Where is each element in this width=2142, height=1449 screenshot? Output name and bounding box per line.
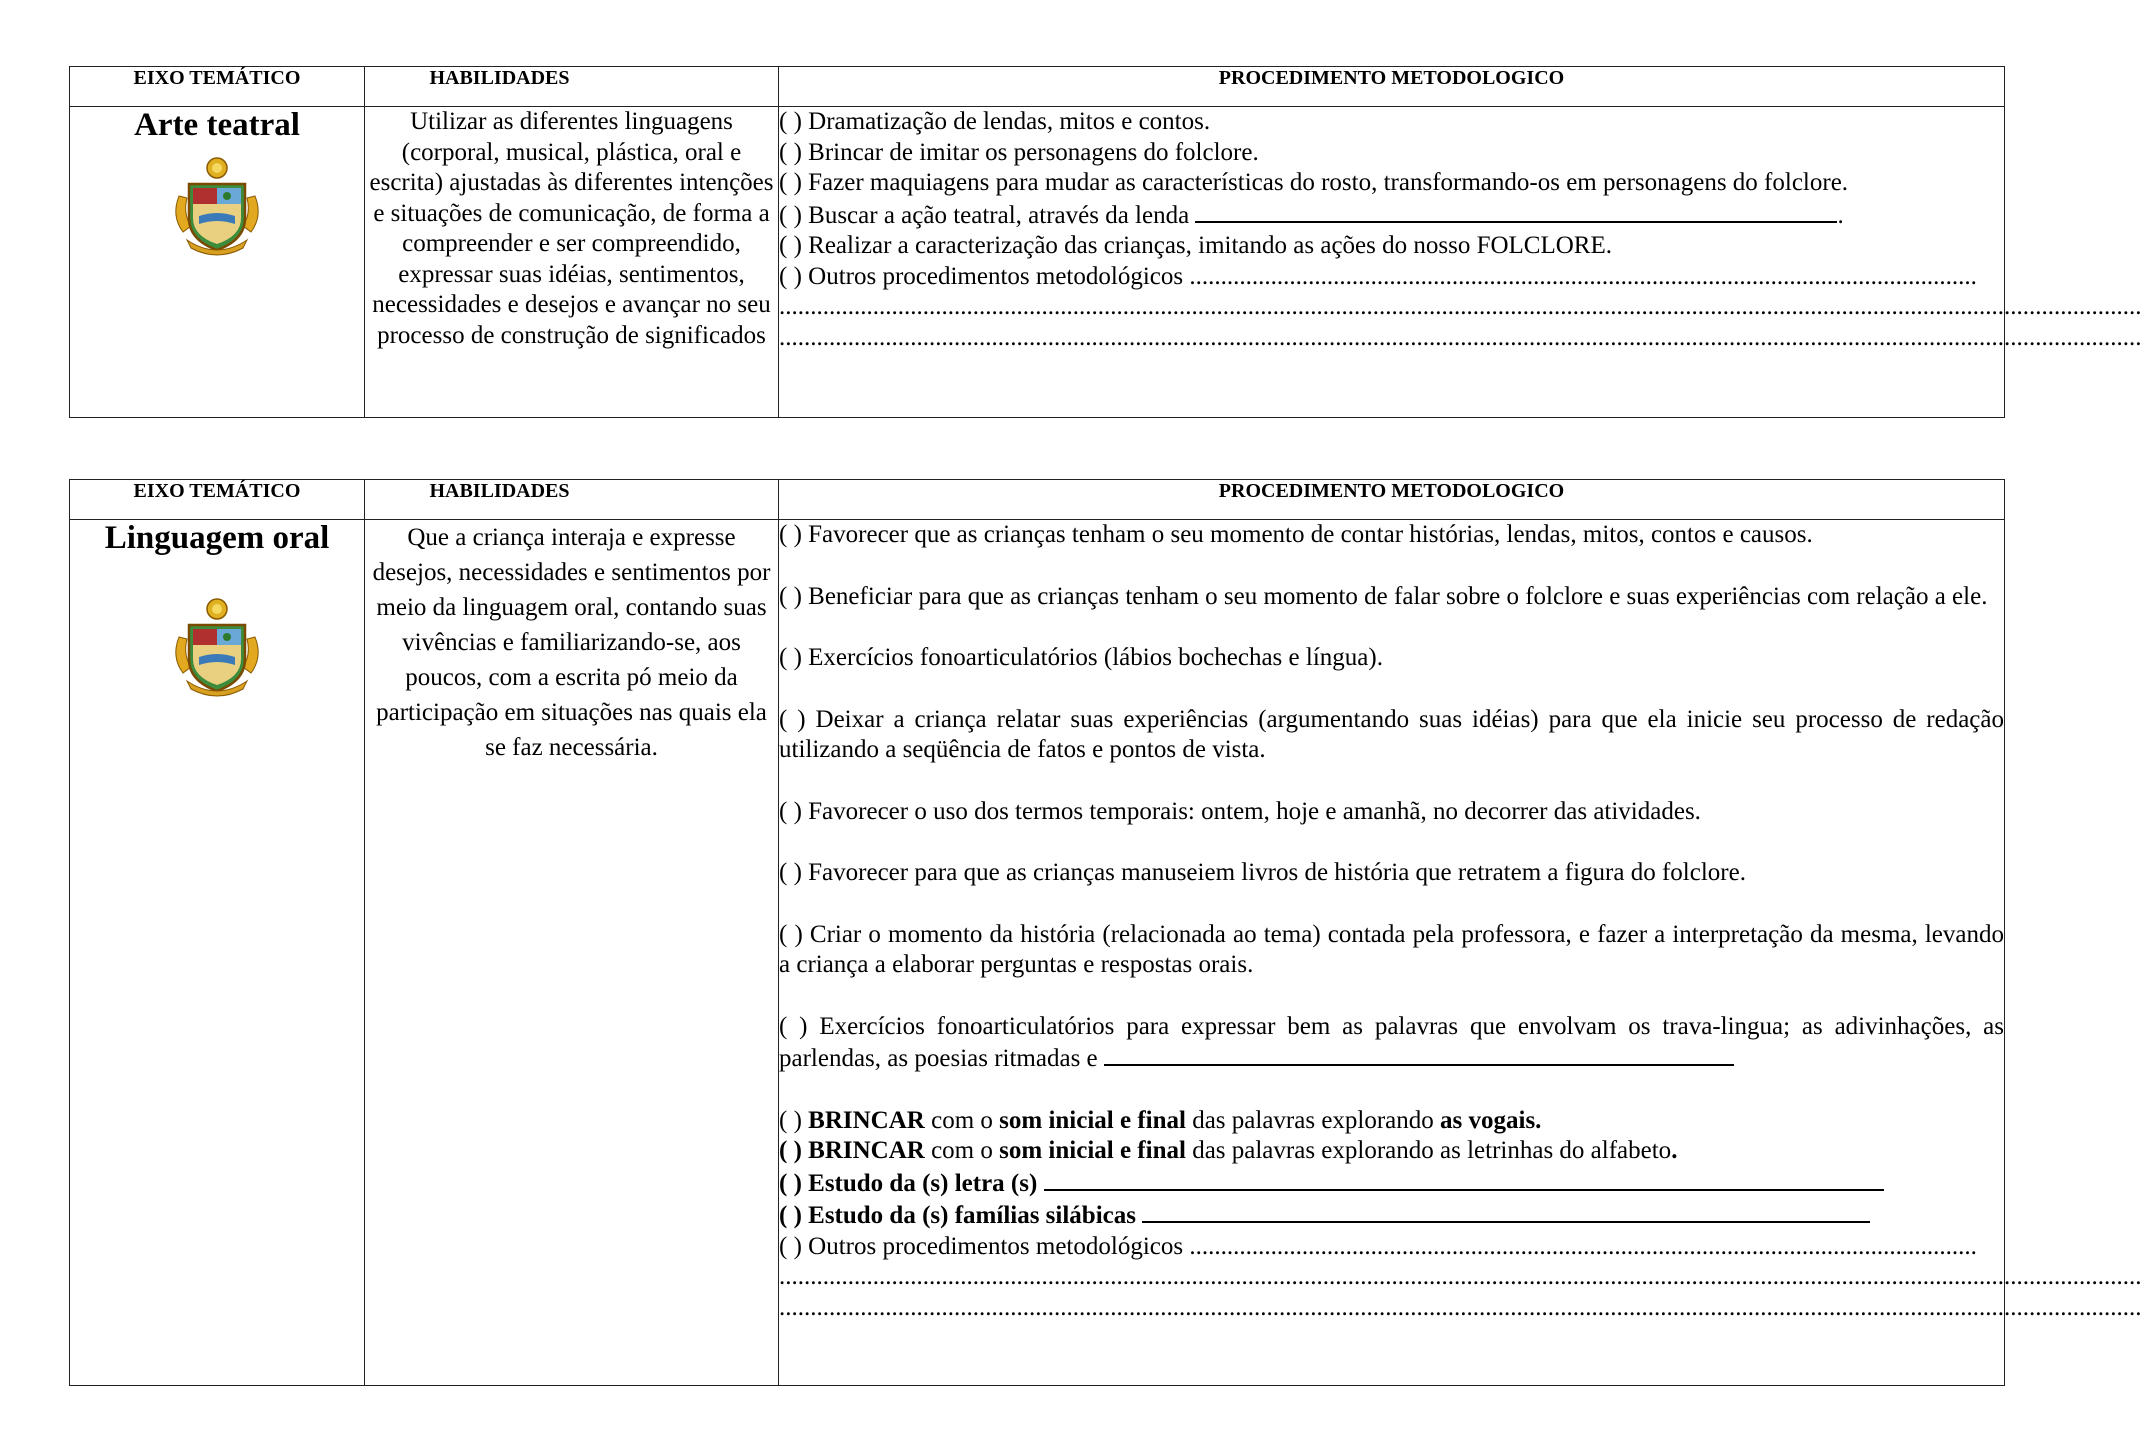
- fill-in-blank[interactable]: [1044, 1167, 1884, 1191]
- coat-of-arms-icon: [169, 597, 265, 701]
- procedure-item: ( ) Deixar a criança relatar suas experiências (argumentando suas idéias) para que ela inicie seu processo de redação utilizando a seqüência de fatos e pontos de vista.: [779, 705, 2004, 763]
- axis-cell: [70, 520, 365, 1386]
- procedure-item: ( ) Dramatização de lendas, mitos e contos.: [779, 108, 1211, 135]
- dotted-line[interactable]: ..........................................................................................................................................................................................................................: [779, 1293, 2142, 1321]
- fill-in-blank[interactable]: [1195, 199, 1837, 223]
- dotted-line[interactable]: ..........................................................................................................................................................................................................................: [779, 293, 2142, 320]
- header-procedimento: PROCEDIMENTO METODOLOGICO: [779, 480, 2005, 520]
- procedure-item: ( ) Favorecer para que as crianças manuseiem livros de história que retratem a figura do folclore.: [779, 859, 1746, 886]
- procedure-item: ( ) Buscar a ação teatral, através da lenda .: [779, 199, 2004, 232]
- header-habilidades: HABILIDADES: [365, 480, 779, 520]
- procedure-item: ( ) Fazer maquiagens para mudar as características do rosto, transformando-os em personagens do folclore.: [779, 169, 1849, 196]
- procedure-item: ( ) BRINCAR com o som inicial e final das palavras explorando as letrinhas do alfabeto.: [779, 1137, 1678, 1164]
- header-habilidades: HABILIDADES: [365, 67, 779, 107]
- procedure-item: ( ) Favorecer o uso dos termos temporais: ontem, hoje e amanhã, no decorrer das atividades.: [779, 797, 1701, 825]
- procedures-cell: [779, 107, 2142, 418]
- plan-table-linguagem-oral: [69, 479, 2142, 1386]
- procedure-item: ( ) Estudo da (s) letra (s): [779, 1167, 2004, 1200]
- dotted-line[interactable]: ..........................................................................................................................................................................................................................: [779, 323, 2142, 351]
- procedure-item: ( ) Criar o momento da história (relacionada ao tema) contada pela professora, e fazer a interpretação da mesma, levando a criança a elaborar perguntas e respostas orais.: [779, 920, 2004, 978]
- procedure-item: ( ) Estudo da (s) famílias silábicas: [779, 1199, 2004, 1232]
- skills-cell: Que a criança interaja e expresse desejos, necessidades e sentimentos por meio da linguagem oral, contando suas vivências e familiarizando-se, aos poucos, com a escrita pó meio da participação em situações nas quais ela se faz necessária.: [365, 520, 779, 1386]
- dotted-line[interactable]: ..........................................................................................................................................................................................................................: [779, 1263, 2142, 1290]
- procedure-item: ( ) Exercícios fonoarticulatórios (lábios bochechas e língua).: [779, 644, 1383, 671]
- procedure-item: ( ) Exercícios fonoarticulatórios para expressar bem as palavras que envolvam os trava-lingua; as adivinhações, as parlendas, as poesias ritmadas e: [779, 1012, 2004, 1072]
- axis-cell: [70, 107, 365, 418]
- skills-cell: Utilizar as diferentes linguagens (corporal, musical, plástica, oral e escrita) ajustadas às diferentes intenções e situações de comunicação, de forma a compreender e ser compreendido, expressar suas idéias, sentimentos, necessidades e desejos e avançar no seu processo de construção de significados: [365, 107, 779, 418]
- header-eixo-tematico: EIXO TEMÁTICO: [70, 67, 365, 107]
- header-eixo-tematico: EIXO TEMÁTICO: [70, 480, 365, 520]
- procedure-item: ( ) Favorecer que as crianças tenham o seu momento de contar histórias, lendas, mitos, contos e causos.: [779, 521, 1813, 548]
- procedure-item: ( ) BRINCAR com o som inicial e final das palavras explorando as vogais.: [779, 1106, 1542, 1134]
- procedures-cell: [779, 520, 2142, 1386]
- axis-title: Linguagem oral: [104, 520, 330, 556]
- header-procedimento: PROCEDIMENTO METODOLOGICO: [779, 67, 2005, 107]
- coat-of-arms-icon: [169, 156, 265, 260]
- procedure-item: ( ) Brincar de imitar os personagens do folclore.: [779, 138, 1259, 166]
- procedure-item: ( ) Realizar a caracterização das crianças, imitando as ações do nosso FOLCLORE.: [779, 232, 1612, 259]
- axis-title: Arte teatral: [134, 107, 300, 143]
- procedure-item: ( ) Outros procedimentos metodológicos ..............................................................................................................................: [779, 1232, 1977, 1260]
- procedure-item: ( ) Outros procedimentos metodológicos ..............................................................................................................................: [779, 262, 1977, 290]
- fill-in-blank[interactable]: [1142, 1199, 1870, 1223]
- plan-table-arte-teatral: [69, 66, 2142, 418]
- procedure-item: ( ) Beneficiar para que as crianças tenham o seu momento de falar sobre o folclore e suas experiências com relação a ele.: [779, 582, 1988, 610]
- fill-in-blank[interactable]: [1104, 1042, 1734, 1066]
